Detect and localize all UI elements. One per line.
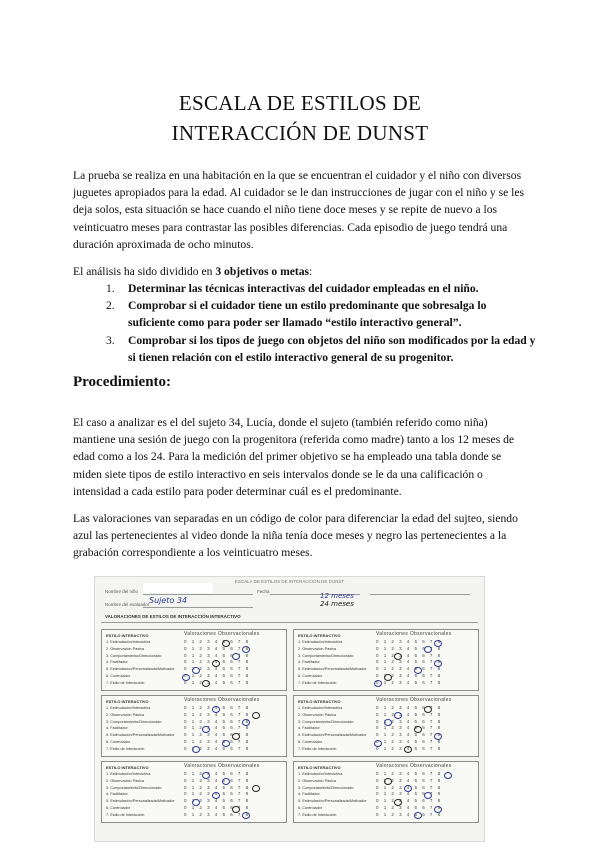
panel-row-label: 2. Observación Pasiva [106,778,144,783]
subject-label: Nombre del niño [105,589,139,594]
evaluator-label: Nombre del evaluador [105,602,150,607]
form-line [143,594,253,595]
panel-header: ESTILO INTERACTIVO [106,699,149,704]
panel-scale: 012345678 [376,784,446,790]
panel-row-label: 3. Comportamiento/Direccionado [298,653,354,658]
panel-row-label: 4. Facilitador [106,726,128,731]
form-line [370,594,470,595]
panel-header: ESTILO INTERACTIVO [106,633,149,638]
objective-number: 2. [106,299,115,313]
panel-scale: 012345678 [184,784,254,790]
scanned-rating-form [94,576,485,842]
panel-scale: 012345678 [184,777,254,783]
objective-text: Determinar las técnicas interactivas del cuidador empleadas en el niño. [128,282,479,295]
analysis-lead-before: El análisis ha sido dividido en [73,265,216,278]
panel-scale: 012345678 [376,711,446,717]
panel-title: Valoraciones Observacionales [184,763,260,769]
redacted-box [143,583,213,593]
panel-row-label: 4. Facilitador [298,726,320,731]
rating-panel [101,629,287,691]
handwritten-age-12: 12 meses [320,592,354,600]
panel-scale: 012345678 [376,811,446,817]
panel-row-label: 2. Observación Pasiva [106,646,144,651]
form-header: ESCALA DE ESTILOS DE INTERACCIÓN DE DUNST [234,579,345,584]
panel-row-label: 2. Observación Pasiva [106,712,144,717]
panel-scale: 012345678 [184,666,254,672]
title-line-2: INTERACCIÓN DE DUNST [171,121,429,146]
panel-scale: 012345678 [184,652,254,658]
rating-circle [374,680,382,687]
panel-scale: 012345678 [184,791,254,797]
analysis-lead [73,263,530,280]
procedure-heading: Procedimiento: [73,374,172,390]
panel-scale: 012345678 [184,811,254,817]
panel-row-label: 2. Observación Pasiva [298,712,336,717]
panel-scale: 012345678 [376,725,446,731]
objective-item [106,297,536,331]
panel-row-label: 3. Comportamiento/Direccionado [298,785,354,790]
panel-row-label: 6. Controlador [298,740,323,744]
panel-row-label: 1. Estimulación/Interactiva [106,706,151,710]
panel-scale: 012345678 [184,771,254,776]
panel-scale: 012345678 [184,659,254,665]
panel-scale: 012345678 [184,705,254,710]
panel-row-label: 7. Estilo de Interacción [106,746,145,751]
panel-row-label: 1. Estimulación/Interactiva [106,640,151,644]
panel-scale: 012345678 [184,711,254,717]
panel-row-label: 7. Estilo de Interacción [298,746,337,751]
form-line [101,622,478,623]
panel-scale: 012345678 [376,666,446,672]
panel-row-label: 2. Observación Pasiva [298,646,336,651]
panel-title: Valoraciones Observacionales [376,697,452,703]
rating-circle [404,746,412,753]
title-line-1: ESCALA DE ESTILOS DE [178,91,422,116]
panel-scale: 012345678 [184,639,254,644]
panel-row-label: 3. Comportamiento/Direccionado [106,785,162,790]
panel-row-label: 7. Estilo de Interacción [298,812,337,817]
analysis-lead-after: : [309,265,313,278]
objective-item [106,280,536,297]
panel-scale: 012345678 [376,652,446,658]
panel-row-label: 5. Estimulación/Personalizada/Motivador [298,799,367,804]
panel-scale: 012345678 [184,805,254,810]
panel-row-label: 1. Estimulación/Interactiva [298,640,343,644]
panel-scale: 012345678 [184,745,254,751]
rating-panel [293,695,479,757]
panel-scale: 012345678 [376,645,446,651]
form-instructions: VALORACIONES DE ESTILOS DE INTERACCIÓN INTERACTIVO [105,614,241,619]
panel-scale: 012345678 [184,732,254,738]
panel-row-label: 6. Controlador [298,806,323,810]
panel-row-label: 3. Comportamiento/Direccionado [298,719,354,724]
document-title [0,88,600,148]
panel-row-label: 5. Estimulación/Personalizada/Motivador [106,799,175,804]
panel-scale: 012345678 [376,659,446,665]
handwritten-subject: Sujeto 34 [149,596,188,605]
panel-row-label: 5. Estimulación/Personalizada/Motivador [106,667,175,672]
panel-row-label: 3. Comportamiento/Direccionado [106,719,162,724]
panel-row-label: 6. Controlador [298,674,323,678]
panel-scale: 012345678 [376,705,446,710]
handwritten-age-24: 24 meses [320,600,354,608]
panel-scale: 012345678 [376,745,446,751]
panel-header: ESTILO INTERACTIVO [298,633,341,638]
panel-title: Valoraciones Observacionales [376,763,452,769]
panel-row-label: 4. Facilitador [106,660,128,665]
panel-row-label: 1. Estimulación/Interactiva [298,706,343,710]
panel-scale: 012345678 [376,798,446,804]
rating-circle [242,812,250,819]
rating-circle [192,746,200,753]
panel-scale: 012345678 [376,805,446,810]
objective-number: 3. [106,333,115,347]
panel-scale: 012345678 [184,718,254,724]
procedure-paragraph: El caso a analizar es el del sujeto 34, Lucía, donde el sujeto (también referido como niña) mantiene una sesión de juego con la progenitora (referida como madre) tanto a los 12 meses de edad como a los 24. Para la medición del primer objetivo se ha empleado una tabla donde se miden siete tipos de estilo interactivo en seis intervalos donde se le da una calificación o intensidad a cada estilo para poder determinar cuál es el predominante. [73,416,515,498]
panel-row-label: 5. Estimulación/Personalizada/Motivador [298,667,367,672]
panel-row-label: 6. Controlador [106,806,131,810]
rating-panel [101,695,287,757]
panel-row-label: 4. Facilitador [298,660,320,665]
panel-row-label: 2. Observación Pasiva [298,778,336,783]
panel-row-label: 1. Estimulación/Interactiva [298,772,343,776]
panel-scale: 012345678 [376,673,446,678]
panel-header: ESTILO INTERACTIVO [106,765,149,770]
panel-scale: 012345678 [184,798,254,804]
rating-panel [293,761,479,823]
color-code-paragraph: Las valoraciones van separadas en un código de color para diferenciar la edad del sujteo, siendo azul las pertenecientes al video donde la niña tenía doce meses y negro las pertenecientes a la grabación correspondiente a los veinticuatro meses. [73,512,518,560]
rating-circle [202,680,210,687]
panel-scale: 012345678 [184,725,254,731]
panel-row-label: 5. Estimulación/Personalizada/Motivador [106,733,175,738]
panel-row-label: 7. Estilo de Interacción [106,680,145,685]
rating-panel [101,761,287,823]
objective-item [106,332,536,366]
panel-scale: 012345678 [376,791,446,797]
objectives-list [106,280,536,366]
panel-row-label: 7. Estilo de Interacción [298,680,337,685]
objective-number: 1. [106,282,115,295]
intro-paragraph: La prueba se realiza en una habitación en la que se encuentran el cuidador y el niño con diversos juguetes apropiados para la edad. Al cuidador se le dan instrucciones de jugar con el niño y se les deja solos, esta situación se hace cuando el niño tiene doce meses y se repite de nuevo a los veinticuatro meses para contrastar las posibles diferencias. Cada episodio de juego tendrá una duración aproximada de ocho minutos. [73,169,525,251]
date-label: Fecha [257,589,270,594]
panel-scale: 012345678 [376,679,446,685]
objective-text: Comprobar si los tipos de juego con objetos del niño son modificados por la edad y si tienen relación con el estilo interactivo general de su progenitor. [128,333,536,364]
panel-row-label: 1. Estimulación/Interactiva [106,772,151,776]
rating-circle [414,812,422,819]
form-line [143,607,253,608]
panel-header: ESTILO INTERACTIVO [298,765,341,770]
panel-scale: 012345678 [376,732,446,738]
panel-scale: 012345678 [376,771,446,776]
analysis-lead-bold: 3 objetivos o metas [215,265,310,278]
panel-title: Valoraciones Observacionales [184,697,260,703]
panel-row-label: 4. Facilitador [106,792,128,797]
panel-scale: 012345678 [376,739,446,744]
panel-scale: 012345678 [184,679,254,685]
panel-title: Valoraciones Observacionales [376,631,452,637]
objective-text: Comprobar si el cuidador tiene un estilo predominante que sobresalga lo suficiente como para poder ser llamado “estilo interactivo general”. [128,299,487,330]
panel-row-label: 6. Controlador [106,674,131,678]
panel-row-label: 3. Comportamiento/Direccionado [106,653,162,658]
rating-panel [293,629,479,691]
panel-scale: 012345678 [184,673,254,678]
panel-scale: 012345678 [376,639,446,644]
panel-row-label: 7. Estilo de Interacción [106,812,145,817]
panel-header: ESTILO INTERACTIVO [298,699,341,704]
panel-row-label: 5. Estimulación/Personalizada/Motivador [298,733,367,738]
panel-scale: 012345678 [376,718,446,724]
panel-row-label: 6. Controlador [106,740,131,744]
panel-title: Valoraciones Observacionales [184,631,260,637]
panel-row-label: 4. Facilitador [298,792,320,797]
panel-scale: 012345678 [184,645,254,651]
panel-scale: 012345678 [376,777,446,783]
panel-scale: 012345678 [184,739,254,744]
